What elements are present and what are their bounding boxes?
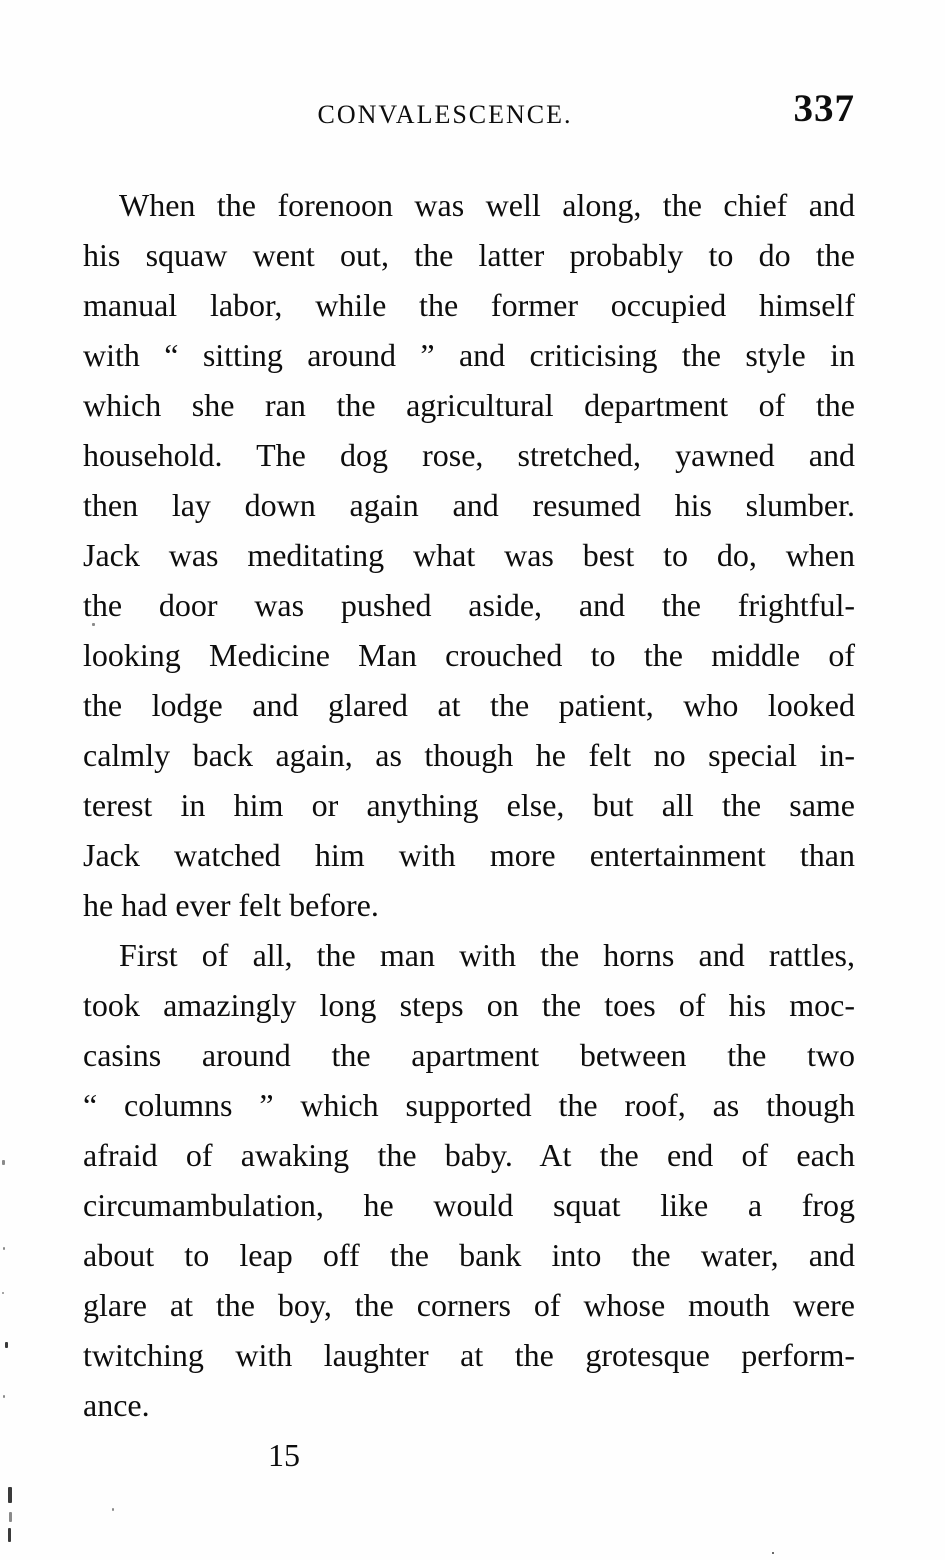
text-line: he had ever felt before. bbox=[83, 887, 379, 923]
scan-speckle bbox=[8, 1528, 11, 1542]
text-line: ance. bbox=[83, 1387, 150, 1423]
scan-speckle bbox=[3, 1395, 5, 1398]
text-line: looking Medicine Man crouched to the middle of bbox=[83, 637, 855, 673]
text-line: calmly back again, as though he felt no special in- bbox=[83, 737, 855, 773]
text-line: afraid of awaking the baby. At the end of each bbox=[83, 1137, 855, 1173]
text-line: his squaw went out, the latter probably to do the bbox=[83, 237, 855, 273]
text-line: about to leap off the bank into the water, and bbox=[83, 1237, 855, 1273]
text-line: First of all, the man with the horns and rattles, bbox=[119, 937, 855, 973]
text-line: circumambulation, he would squat like a frog bbox=[83, 1187, 855, 1223]
scan-speckle bbox=[772, 1552, 774, 1554]
text-line: manual labor, while the former occupied himself bbox=[83, 287, 855, 323]
scan-speckle bbox=[8, 1487, 12, 1503]
text-line: with “ sitting around ” and criticising the style in bbox=[83, 337, 855, 373]
text-line: casins around the apartment between the two bbox=[83, 1037, 855, 1073]
text-line: took amazingly long steps on the toes of his moc- bbox=[83, 987, 855, 1023]
body-text bbox=[83, 180, 855, 1480]
text-line: then lay down again and resumed his slumber. bbox=[83, 487, 855, 523]
text-line: twitching with laughter at the grotesque perform- bbox=[83, 1337, 855, 1373]
page-header bbox=[83, 88, 855, 140]
text-line: When the forenoon was well along, the chief and bbox=[119, 187, 855, 223]
text-line: Jack was meditating what was best to do, when bbox=[83, 537, 855, 573]
scan-speckle bbox=[92, 623, 95, 626]
scan-speckle bbox=[5, 1342, 8, 1348]
text-line: household. The dog rose, stretched, yawned and bbox=[83, 437, 855, 473]
text-line: Jack watched him with more entertainment than bbox=[83, 837, 855, 873]
scan-speckle bbox=[2, 1160, 5, 1165]
scan-speckle bbox=[112, 1508, 114, 1511]
text-line: the lodge and glared at the patient, who looked bbox=[83, 687, 855, 723]
page-number: 337 bbox=[793, 87, 855, 130]
signature-mark: 15 bbox=[268, 1437, 300, 1473]
text-line: glare at the boy, the corners of whose mouth were bbox=[83, 1287, 855, 1323]
scan-speckle bbox=[9, 1512, 12, 1522]
text-line: terest in him or anything else, but all the same bbox=[83, 787, 855, 823]
text-line: “ columns ” which supported the roof, as though bbox=[83, 1087, 855, 1123]
scan-speckle bbox=[2, 1292, 4, 1294]
scan-speckle bbox=[3, 1247, 5, 1250]
text-line: which she ran the agricultural department of the bbox=[83, 387, 855, 423]
text-line: the door was pushed aside, and the frightful- bbox=[83, 587, 855, 623]
running-head-title: CONVALESCENCE. bbox=[317, 100, 573, 129]
